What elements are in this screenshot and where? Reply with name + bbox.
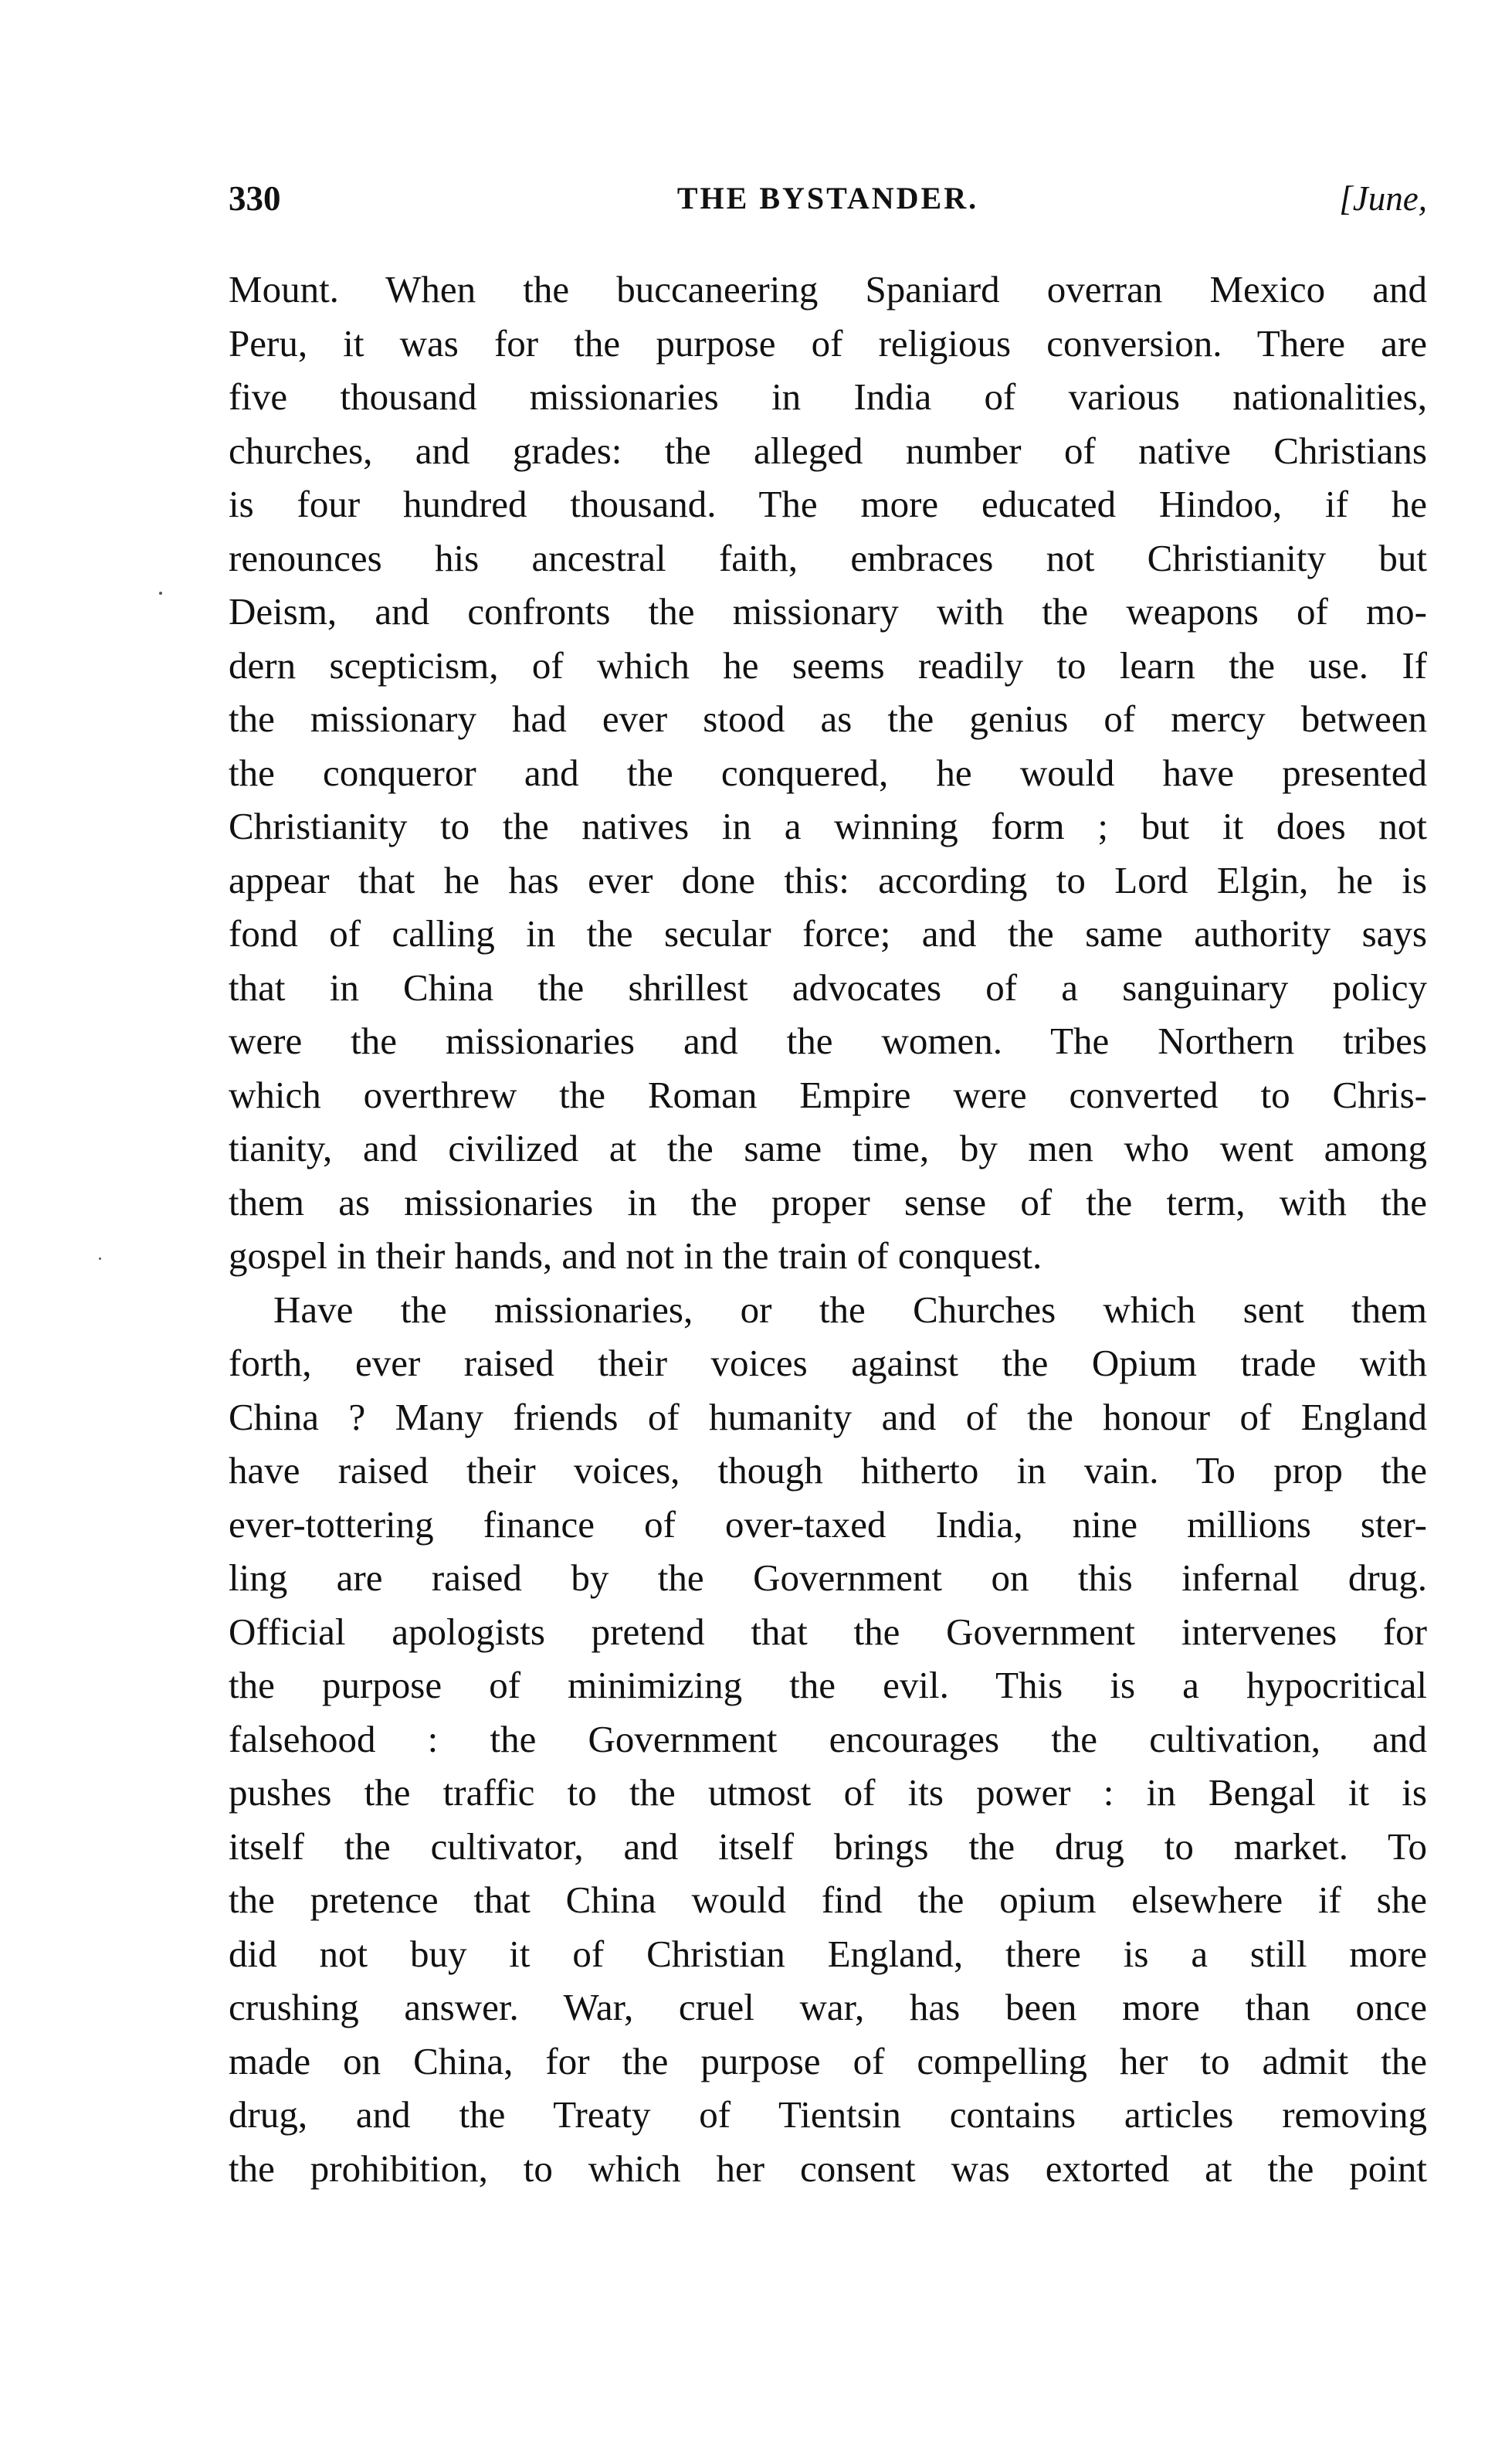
- text-line: forth, ever raised their voices against the Opium trade with: [229, 1342, 1427, 1384]
- scan-speck: [99, 1257, 101, 1260]
- text-line: the conqueror and the conquered, he would have presented: [229, 751, 1427, 794]
- running-header: [229, 171, 1427, 226]
- text-line: itself the cultivator, and itself brings the drug to market. To: [229, 1824, 1427, 1868]
- text-line: China ? Many friends of humanity and of the honour of England: [229, 1395, 1427, 1438]
- text-line: renounces his ancestral faith, embraces not Christianity but: [229, 536, 1427, 579]
- text-line: Deism, and confronts the missionary with the weapons of mo-: [229, 590, 1427, 633]
- text-line: did not buy it of Christian England, there is a still more: [229, 1932, 1427, 1975]
- text-line: fond of calling in the secular force; and the same authority says: [229, 912, 1427, 955]
- text-line: ling are raised by the Government on this infernal drug.: [229, 1556, 1427, 1599]
- text-line: is four hundred thousand. The more educated Hindoo, if he: [229, 483, 1427, 525]
- text-line: five thousand missionaries in India of various nationalities,: [229, 375, 1427, 418]
- text-line: Christianity to the natives in a winning form ; but it does not: [229, 805, 1427, 847]
- text-line: the missionary had ever stood as the genius of mercy between: [229, 697, 1427, 740]
- text-line: Peru, it was for the purpose of religious conversion. There are: [229, 321, 1427, 365]
- text-line: the pretence that China would find the opium elsewhere if she: [229, 1879, 1427, 1921]
- text-line: Official apologists pretend that the Government intervenes for: [229, 1610, 1427, 1653]
- text-line: dern scepticism, of which he seems readily to learn the use. If: [229, 643, 1427, 687]
- text-line: Have the missionaries, or the Churches which sent them: [273, 1288, 1427, 1331]
- text-line: made on China, for the purpose of compelling her to admit the: [229, 2039, 1427, 2082]
- text-line: them as missionaries in the proper sense of the term, with the: [229, 1180, 1427, 1224]
- text-line: were the missionaries and the women. The Northern tribes: [229, 1020, 1427, 1062]
- text-line: falsehood : the Government encourages the cultivation, and: [229, 1717, 1427, 1760]
- running-date: [June,: [1339, 179, 1427, 218]
- text-line: pushes the traffic to the utmost of its power : in Bengal it is: [229, 1771, 1427, 1814]
- text-line: appear that he has ever done this: according to Lord Elgin, he is: [229, 858, 1427, 901]
- text-line: the purpose of minimizing the evil. This is a hypocritical: [229, 1664, 1427, 1706]
- body-text: [229, 263, 1427, 2195]
- text-line: that in China the shrillest advocates of a sanguinary policy: [229, 966, 1427, 1009]
- text-line: the prohibition, to which her consent was extorted at the point: [229, 2147, 1427, 2190]
- text-line: crushing answer. War, cruel war, has been more than once: [229, 1986, 1427, 2028]
- text-line: which overthrew the Roman Empire were converted to Chris-: [229, 1073, 1427, 1116]
- text-line: churches, and grades: the alleged number of native Christians: [229, 429, 1427, 472]
- page-number: 330: [229, 179, 281, 218]
- text-line: tianity, and civilized at the same time, by men who went among: [229, 1127, 1427, 1169]
- text-line: drug, and the Treaty of Tientsin contains articles removing: [229, 2093, 1427, 2136]
- text-line: ever-tottering finance of over-taxed India, nine millions ster-: [229, 1502, 1427, 1546]
- scan-speck: [159, 592, 162, 595]
- text-line: have raised their voices, though hitherto in vain. To prop the: [229, 1449, 1427, 1492]
- running-title: THE BYSTANDER.: [676, 181, 979, 216]
- text-line: Mount. When the buccaneering Spaniard overran Mexico and: [229, 268, 1427, 311]
- text-line: gospel in their hands, and not in the train of conquest.: [229, 1234, 1042, 1277]
